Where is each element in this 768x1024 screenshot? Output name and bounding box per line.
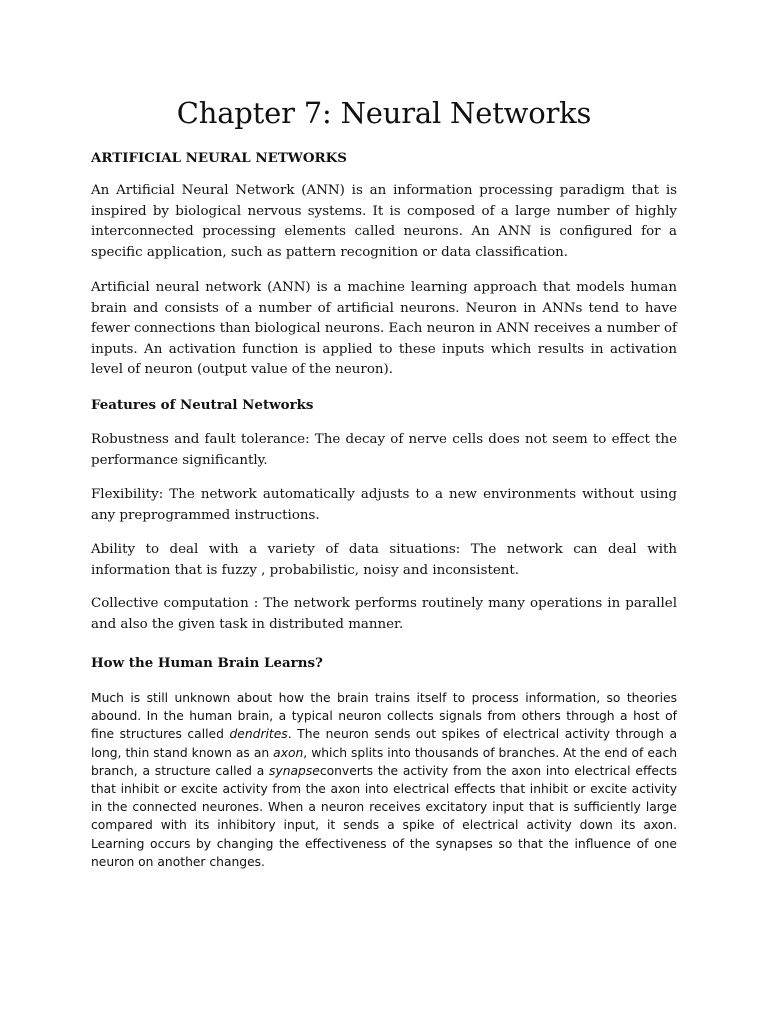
term-axon: axon (273, 745, 304, 760)
brain-text-part-2: . The neuron sends out spikes of electrical activity through a long, thin stand known as an (91, 727, 677, 760)
brain-text-part-3: , which splits into thousands of branches. At the end of each branch, a structure called a (91, 745, 677, 778)
paragraph-ann-intro: An Artificial Neural Network (ANN) is an information processing paradigm that is inspired by biological nervous systems. It is composed of a large number of highly interconnected processing elements called neurons. An ANN is configured for a specific application, such as pattern recognition or data classification. (91, 183, 677, 260)
section-heading-ann: ARTIFICIAL NEURAL NETWORKS (91, 150, 347, 166)
term-dendrites: dendrites (229, 727, 288, 742)
section-heading-brain: How the Human Brain Learns? (91, 655, 323, 671)
section-heading-features: Features of Neutral Networks (91, 397, 314, 413)
paragraph-ann-definition: Artificial neural network (ANN) is a machine learning approach that models human brain and consists of a number of artificial neurons. Neuron in ANNs tend to have fewer connections than biological neurons. Each neuron in ANN receives a number of inputs. An activation function is applied to these inputs which results in activation level of neuron (output value of the neuron). (91, 280, 677, 378)
feature-item-robustness: Robustness and fault tolerance: The decay of nerve cells does not seem to effect the performance significantly. (91, 432, 677, 468)
page-title: Chapter 7: Neural Networks (176, 96, 592, 130)
feature-item-data-situations: Ability to deal with a variety of data situations: The network can deal with information that is fuzzy , probabilistic, noisy and inconsistent. (91, 542, 677, 578)
brain-text-part-1: Much is still unknown about how the brain trains itself to process information, so theories abound. In the human brain, a typical neuron collects signals from others through a host of fine structures called (91, 691, 677, 742)
feature-item-collective-computation: Collective computation : The network performs routinely many operations in parallel and also the given task in distributed manner. (91, 596, 677, 632)
term-synapse: synapse (269, 763, 320, 778)
feature-item-flexibility: Flexibility: The network automatically adjusts to a new environments without using any preprogrammed instructions. (91, 487, 677, 523)
brain-text-part-4: converts the activity from the axon into electrical effects that inhibit or excite activity from the axon into electrical effects that inhibit or excite activity in the connected neurones. When a neuron receives excitatory input that is sufficiently large compared with its inhibitory input, it sends a spike of electrical activity down its axon. Learning occurs by changing the effectiveness of the synapses so that the influence of one neuron on another changes. (91, 763, 677, 869)
paragraph-brain-learning (91, 689, 677, 871)
